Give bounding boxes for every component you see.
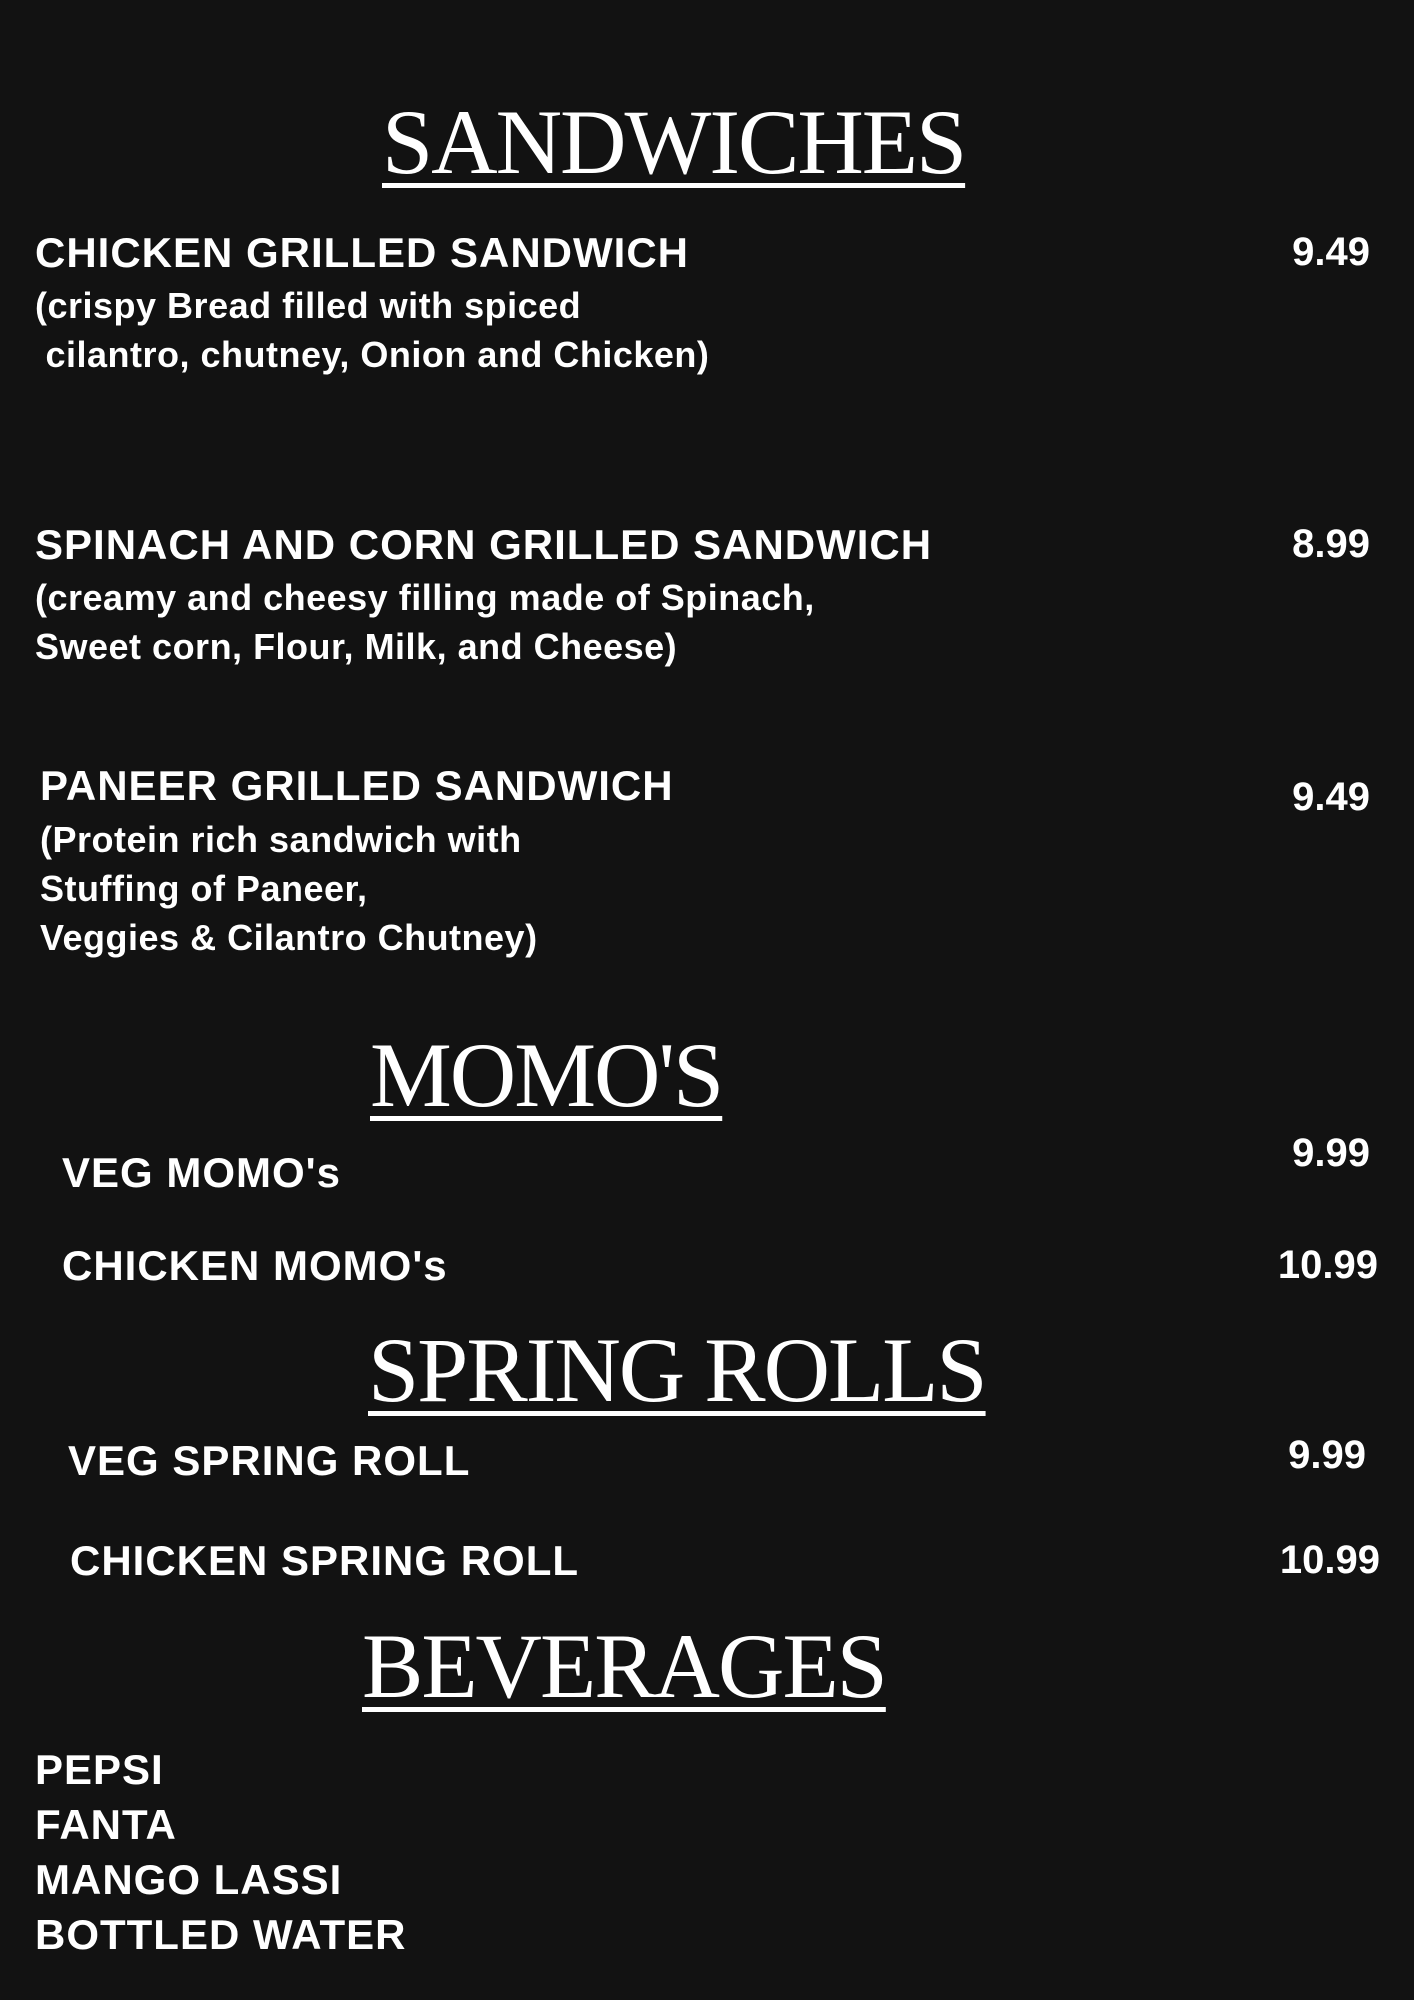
item-price: 9.49 (1292, 230, 1370, 274)
item-name: VEG MOMO's (62, 1149, 342, 1196)
momos-heading: MOMO'S (370, 1024, 723, 1126)
description-line: Stuffing of Paneer, (40, 868, 368, 909)
beverage-item: BOTTLED WATER (35, 1911, 407, 1958)
spring-rolls-heading: SPRING ROLLS (368, 1319, 986, 1421)
item-name: CHICKEN SPRING ROLL (70, 1537, 580, 1584)
beverage-item: MANGO LASSI (35, 1856, 343, 1903)
beverages-heading: BEVERAGES (362, 1615, 886, 1717)
description-line: cilantro, chutney, Onion and Chicken) (35, 334, 710, 375)
item-description (35, 281, 709, 379)
item-description (35, 573, 815, 671)
item-name: VEG SPRING ROLL (68, 1437, 471, 1484)
sandwiches-heading: SANDWICHES (382, 91, 966, 193)
item-price: 9.99 (1288, 1433, 1366, 1477)
item-name: CHICKEN MOMO's (62, 1242, 448, 1289)
description-line: Sweet corn, Flour, Milk, and Cheese) (35, 626, 678, 667)
item-name: PANEER GRILLED SANDWICH (40, 762, 674, 809)
item-description (40, 815, 538, 962)
item-name: SPINACH AND CORN GRILLED SANDWICH (35, 521, 933, 568)
description-line: (Protein rich sandwich with (40, 819, 522, 860)
item-name: CHICKEN GRILLED SANDWICH (35, 229, 689, 276)
item-price: 9.99 (1292, 1131, 1370, 1175)
beverage-item: FANTA (35, 1801, 177, 1848)
beverage-item: PEPSI (35, 1746, 164, 1793)
description-line: (creamy and cheesy filling made of Spinach, (35, 577, 815, 618)
item-price: 8.99 (1292, 522, 1370, 566)
item-price: 10.99 (1277, 1243, 1378, 1287)
description-line: Veggies & Cilantro Chutney) (40, 917, 538, 958)
item-price: 10.99 (1279, 1538, 1380, 1582)
item-price: 9.49 (1292, 775, 1370, 819)
description-line: (crispy Bread filled with spiced (35, 285, 582, 326)
